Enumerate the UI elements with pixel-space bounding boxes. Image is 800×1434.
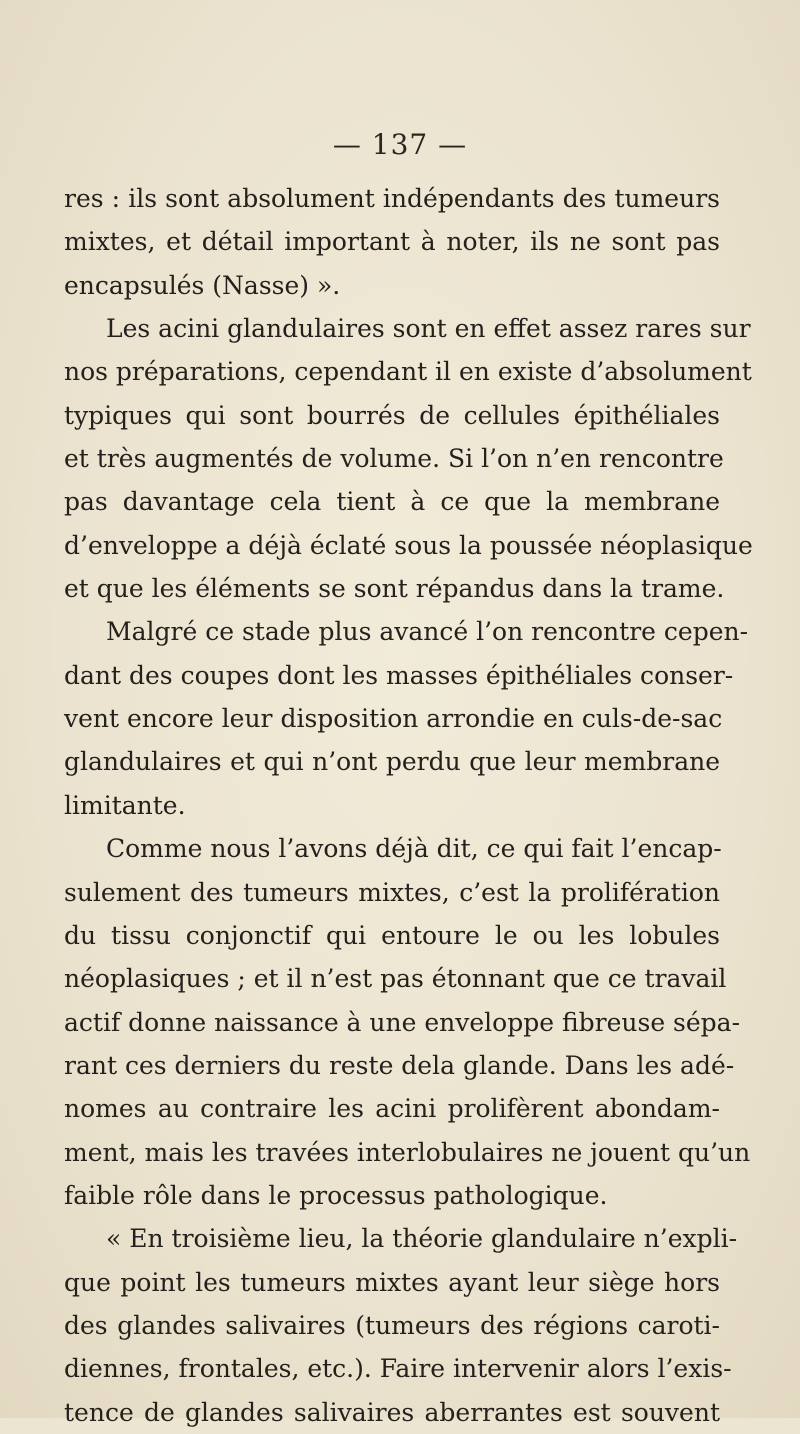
text-line: tence de glandes salivaires aberrantes est souvent bbox=[64, 1397, 720, 1427]
text-line: et très augmentés de volume. Si l’on n’en rencontre bbox=[64, 444, 724, 474]
text-line: Les acini glandulaires sont en effet assez rares sur bbox=[106, 314, 751, 344]
text-line: « En troisième lieu, la théorie glandulaire n’expli- bbox=[106, 1224, 738, 1254]
text-line: typiques qui sont bourrés de cellules épithéliales bbox=[64, 400, 720, 430]
text-line: faible rôle dans le processus pathologique. bbox=[64, 1180, 608, 1210]
text-line: d’enveloppe a déjà éclaté sous la poussée néoplasique bbox=[64, 530, 753, 560]
text-line: diennes, frontales, etc.). Faire intervenir alors l’exis- bbox=[64, 1354, 732, 1384]
body-text bbox=[64, 177, 753, 1434]
text-line: néoplasiques ; et il n’est pas étonnant que ce travail bbox=[64, 964, 727, 994]
text-line: sulement des tumeurs mixtes, c’est la prolifération bbox=[64, 877, 720, 907]
text-line: limitante. bbox=[64, 790, 186, 820]
text-line: que point les tumeurs mixtes ayant leur siège hors bbox=[64, 1267, 720, 1297]
text-line: nomes au contraire les acini prolifèrent abondam- bbox=[64, 1094, 720, 1124]
text-line: nos préparations, cependant il en existe d’absolument bbox=[64, 357, 752, 387]
text-line: encapsulés (Nasse) ». bbox=[64, 270, 341, 300]
page-number: — 137 — bbox=[332, 128, 468, 161]
text-line: mixtes, et détail important à noter, ils ne sont pas bbox=[64, 227, 720, 257]
text-line: res : ils sont absolument indépendants des tumeurs bbox=[64, 184, 720, 213]
text-line: vent encore leur disposition arrondie en culs-de-sac bbox=[64, 704, 723, 734]
text-line: dant des coupes dont les masses épithéliales conser- bbox=[64, 660, 734, 690]
text-line: des glandes salivaires (tumeurs des régions caroti- bbox=[64, 1310, 720, 1340]
text-line: actif donne naissance à une enveloppe fibreuse sépa- bbox=[64, 1007, 741, 1037]
text-line: rant ces derniers du reste dela glande. Dans les adé- bbox=[64, 1050, 735, 1080]
text-line: glandulaires et qui n’ont perdu que leur membrane bbox=[64, 747, 720, 777]
text-line: ment, mais les travées interlobulaires ne jouent qu’un bbox=[64, 1137, 751, 1167]
text-line: pas davantage cela tient à ce que la membrane bbox=[64, 487, 720, 517]
text-line: Malgré ce stade plus avancé l’on rencontre cepen- bbox=[106, 617, 749, 647]
text-line: et que les éléments se sont répandus dans la trame. bbox=[64, 574, 725, 604]
text-line: Comme nous l’avons déjà dit, ce qui fait l’encap- bbox=[106, 834, 722, 864]
text-line: du tissu conjonctif qui entoure le ou les lobules bbox=[64, 920, 720, 950]
